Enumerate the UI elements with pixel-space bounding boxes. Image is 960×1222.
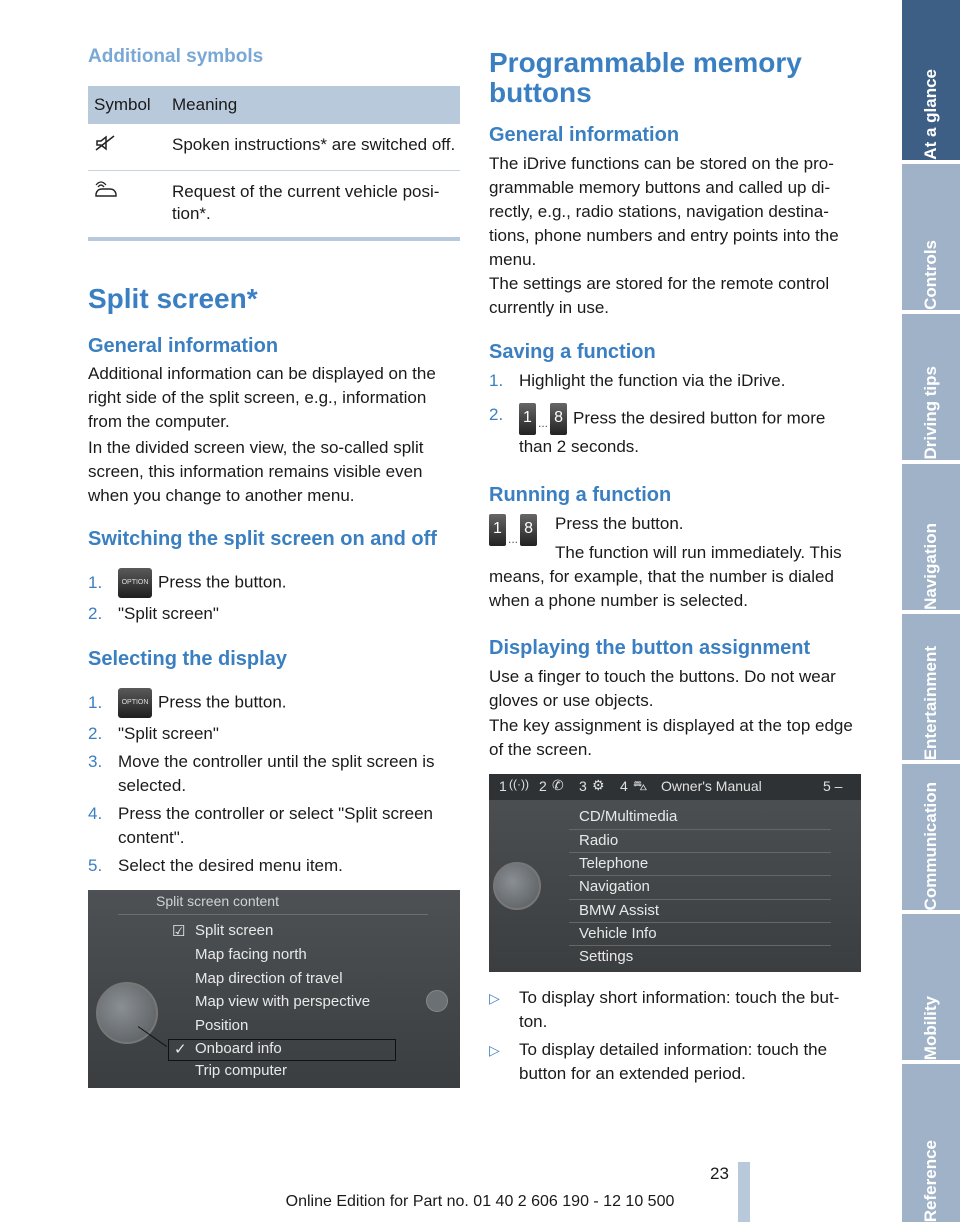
assignment-bar: 1 ((·)) 2 ✆ 3 ⚙ 4 ⛍ Owner's Manual 5 – xyxy=(489,774,861,800)
general-info-paragraph-2: In the divided screen view, the so-called split screen, this information remains visible even when you change to another menu. xyxy=(88,438,424,505)
memory-buttons-title: Programmable memory buttons xyxy=(489,47,802,108)
tab-mobility[interactable]: Mobility xyxy=(902,914,960,1060)
memory-general-paragraph-2: The settings are stored for the remote control currently in use. xyxy=(489,274,830,317)
running-line-2: The function will run immediately. This means, for example, that the number is dialed when a phone number is selected. xyxy=(489,543,842,610)
list-item: ▷ To display short information: touch the but-ton. xyxy=(489,986,861,1034)
split-screen-menu-screenshot xyxy=(88,890,460,1088)
phone-icon: ✆ xyxy=(552,777,564,793)
memory-keys-icon: 1 ... 8 xyxy=(489,514,543,546)
general-info-heading-right: General information xyxy=(489,124,680,146)
menu-item: ☑ xyxy=(172,923,186,940)
page-number-rule xyxy=(738,1162,750,1222)
table-bottom-rule xyxy=(88,237,460,241)
menu-item: Telephone xyxy=(579,855,649,872)
saving-heading: Saving a function xyxy=(489,341,656,363)
running-line-1: Press the button. xyxy=(555,514,684,533)
displaying-paragraph-1: Use a finger to touch the buttons. Do not wear gloves or use objects. xyxy=(489,667,836,710)
table-row xyxy=(88,171,460,237)
list-item: 5. Select the desired menu item. xyxy=(88,856,343,875)
menu-item: Trip computer xyxy=(195,1062,287,1079)
menu-item: CD/Multimedia xyxy=(579,808,678,825)
switching-steps xyxy=(88,566,460,626)
speaker-off-icon xyxy=(94,134,116,152)
table-header xyxy=(88,86,460,124)
controller-knob-icon xyxy=(493,862,541,910)
selecting-heading: Selecting the display xyxy=(88,648,287,670)
option-button-icon: OPTION xyxy=(118,568,152,598)
online-edition-footer: Online Edition for Part no. 01 40 2 606 190 - 12 10 500 xyxy=(285,1193,675,1210)
list-item: 2. 1 ... 8 Press the desired button for more than 2 seconds. xyxy=(489,405,826,456)
button-assignment-screenshot xyxy=(489,774,861,972)
menu-item: BMW Assist xyxy=(579,902,660,919)
tab-navigation[interactable]: Navigation xyxy=(902,464,960,610)
menu-item: Map view with perspective xyxy=(195,993,371,1010)
menu-item: Radio xyxy=(579,832,619,849)
list-item: 1. Highlight the function via the iDrive. xyxy=(489,371,786,390)
menu-item: Position xyxy=(195,1017,249,1034)
tab-controls[interactable]: Controls xyxy=(902,164,960,310)
symbols-table xyxy=(88,86,460,241)
tab-communication[interactable]: Communication xyxy=(902,764,960,910)
screen-title: Split screen content xyxy=(156,893,279,909)
list-item: 2. "Split screen" xyxy=(88,724,219,743)
selecting-steps xyxy=(88,686,460,878)
split-screen-title: Split screen* xyxy=(88,283,258,314)
table-cell-meaning: Request of the current vehicle posi-tion*. xyxy=(172,182,440,223)
gear-icon: ⚙ xyxy=(592,777,605,793)
chapter-tabs xyxy=(902,0,960,1222)
displaying-heading: Displaying the button assignment xyxy=(489,637,811,659)
table-cell-meaning: Spoken instructions* are switched off. xyxy=(172,135,456,154)
menu-item: Split screen xyxy=(195,922,274,939)
general-info-paragraph-1: Additional information can be displayed on the right side of the split screen, e.g., information from the computer. xyxy=(88,364,436,431)
scroll-knob-icon xyxy=(426,990,448,1012)
list-item: 1. OPTION Press the button. xyxy=(88,566,460,600)
triangle-bullet-icon: ▷ xyxy=(489,1042,500,1058)
menu-item: Onboard info xyxy=(195,1040,282,1057)
saving-steps xyxy=(489,369,861,459)
table-row xyxy=(88,124,460,171)
menu-item: Map facing north xyxy=(195,946,307,963)
option-button-icon: OPTION xyxy=(118,688,152,718)
car-icon: ⛍ xyxy=(633,777,648,793)
car-position-icon xyxy=(94,181,118,199)
header-symbol: Symbol xyxy=(94,95,151,114)
list-item: 1. OPTION Press the button. xyxy=(88,686,460,720)
displaying-paragraph-2: The key assignment is displayed at the top edge of the screen. xyxy=(489,716,853,759)
menu-item: Vehicle Info xyxy=(579,925,657,942)
memory-keys-icon: 1 ... 8 xyxy=(519,403,567,435)
list-item: 4. Press the controller or select "Split screen content". xyxy=(88,804,433,847)
checkmark-icon: ✓ xyxy=(174,1041,187,1058)
menu-item: Map direction of travel xyxy=(195,970,343,987)
tab-reference[interactable]: Reference xyxy=(902,1064,960,1222)
running-heading: Running a function xyxy=(489,484,672,506)
tab-entertainment[interactable]: Entertainment xyxy=(902,614,960,760)
menu-item: Navigation xyxy=(579,878,650,895)
tab-driving-tips[interactable]: Driving tips xyxy=(902,314,960,460)
switching-heading: Switching the split screen on and off xyxy=(88,528,437,550)
list-item: 3. Move the controller until the split screen is selected. xyxy=(88,752,435,795)
list-item: ▷ To display detailed information: touch the button for an extended period. xyxy=(489,1038,861,1086)
general-info-heading-left: General information xyxy=(88,335,279,357)
tab-at-a-glance[interactable]: At a glance xyxy=(902,0,960,160)
list-item: 2. "Split screen" xyxy=(88,604,219,623)
triangle-bullet-icon: ▷ xyxy=(489,990,500,1006)
antenna-icon: ((·)) xyxy=(509,777,529,791)
page-number: 23 xyxy=(710,1164,729,1183)
additional-symbols-heading: Additional symbols xyxy=(88,46,264,67)
header-meaning: Meaning xyxy=(172,95,238,114)
memory-general-paragraph-1: The iDrive functions can be stored on the pro-grammable memory buttons and called up di-rectly, e.g., radio stations, navigation destina-tions, phone numbers and entry points into the menu. xyxy=(489,154,839,269)
menu-item: Settings xyxy=(579,948,634,965)
